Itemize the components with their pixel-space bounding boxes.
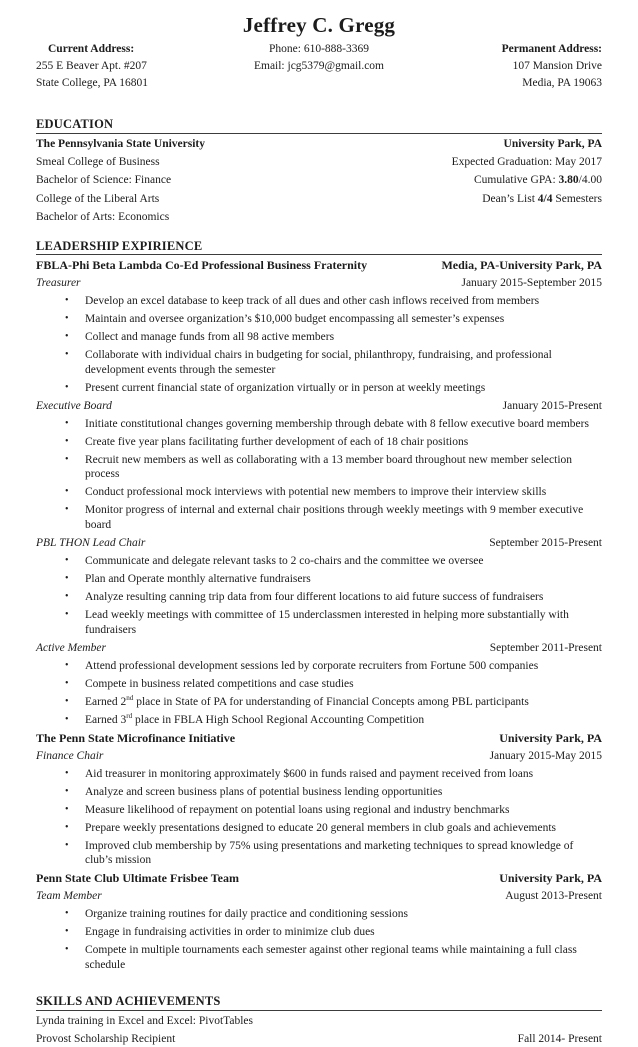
role-dates: September 2015-Present bbox=[489, 536, 602, 549]
permanent-address-line2: Media, PA 19063 bbox=[522, 76, 602, 89]
bullet-icon: • bbox=[65, 504, 69, 516]
role-title: Finance Chair bbox=[36, 749, 104, 762]
skills-heading: SKILLS AND ACHIEVEMENTS bbox=[36, 994, 602, 1011]
list-item: • Collect and manage funds from all 98 active members bbox=[65, 331, 335, 344]
org-row bbox=[36, 731, 602, 746]
org-location: Media, PA-University Park, PA bbox=[441, 258, 602, 273]
bullet-icon: • bbox=[65, 767, 69, 779]
role-row bbox=[36, 889, 602, 904]
org-location: University Park, PA bbox=[499, 730, 602, 745]
permanent-address-block bbox=[392, 41, 602, 91]
list-item: • Earned 3rd place in FBLA High School Regional Accounting Competition bbox=[65, 711, 425, 726]
bullet-icon: • bbox=[65, 435, 69, 447]
org-row bbox=[36, 871, 602, 886]
role-dates: September 2011-Present bbox=[489, 641, 602, 654]
leadership-section bbox=[36, 239, 602, 973]
bullet-icon: • bbox=[65, 609, 69, 621]
list-item: • Analyze resulting canning trip data from four different locations to aid future success of fundraisers bbox=[65, 591, 544, 604]
list-item: • Conduct professional mock interviews with potential new members to improve their interview skills bbox=[65, 486, 547, 499]
role-dates: January 2015-May 2015 bbox=[489, 749, 602, 762]
bullet-icon: • bbox=[65, 785, 69, 797]
bullet-icon: • bbox=[65, 926, 69, 938]
bullet-icon: • bbox=[65, 331, 69, 343]
school-location: University Park, PA bbox=[503, 137, 602, 150]
bullet-list bbox=[36, 907, 602, 972]
bullet-list bbox=[36, 294, 602, 395]
permanent-address-label: Permanent Address: bbox=[501, 43, 602, 56]
bullet-icon: • bbox=[65, 839, 69, 851]
bullet-icon: • bbox=[65, 313, 69, 325]
list-item: • Collaborate with individual chairs in budgeting for social, philanthropy, fundraising, and professional development events through the semester bbox=[65, 349, 552, 376]
current-address-block bbox=[36, 41, 246, 91]
bullet-list bbox=[36, 767, 602, 868]
role-row bbox=[36, 399, 602, 414]
list-item: • Earned 2nd place in State of PA for understanding of Financial Concepts among PBL participants bbox=[65, 693, 529, 708]
list-item: • Compete in multiple tournaments each semester against other regional teams while maintaining a full class schedule bbox=[65, 944, 577, 971]
org-row bbox=[36, 258, 602, 273]
list-item: • Engage in fundraising activities in order to minimize club dues bbox=[65, 926, 375, 939]
education-heading: EDUCATION bbox=[36, 117, 602, 134]
role-row bbox=[36, 536, 602, 551]
role-title: Treasurer bbox=[36, 277, 81, 290]
bullet-list bbox=[36, 659, 602, 728]
bullet-list bbox=[36, 554, 602, 637]
bullet-icon: • bbox=[65, 573, 69, 585]
bullet-icon: • bbox=[65, 659, 69, 671]
role-dates: August 2013-Present bbox=[505, 890, 602, 903]
bullet-icon: • bbox=[65, 349, 69, 361]
role-dates: January 2015-Present bbox=[502, 399, 602, 412]
education-row: Bachelor of Arts: Economics bbox=[36, 210, 170, 223]
skills-row: Lynda training in Excel and Excel: PivotTables bbox=[36, 1014, 254, 1027]
education-section bbox=[36, 117, 602, 224]
role-title: Active Member bbox=[36, 641, 106, 654]
current-address-line1: 255 E Beaver Apt. #207 bbox=[36, 59, 147, 72]
bullet-icon: • bbox=[65, 713, 69, 725]
bullet-icon: • bbox=[65, 381, 69, 393]
current-address-label: Current Address: bbox=[48, 43, 135, 56]
bullet-list bbox=[36, 417, 602, 532]
email-text: Email: jcg5379@gmail.com bbox=[253, 59, 385, 72]
list-item: • Develop an excel database to keep track of all dues and other cash inflows received from members bbox=[65, 295, 540, 308]
list-item: • Attend professional development sessions led by corporate recruiters from Fortune 500 companies bbox=[65, 659, 539, 672]
bullet-icon: • bbox=[65, 486, 69, 498]
education-school-row bbox=[36, 137, 602, 152]
org-name: Penn State Club Ultimate Frisbee Team bbox=[36, 871, 239, 886]
org-name: The Penn State Microfinance Initiative bbox=[36, 730, 236, 745]
phone-text: Phone: 610-888-3369 bbox=[269, 43, 369, 56]
bullet-icon: • bbox=[65, 821, 69, 833]
education-row: Smeal College of Business Expected Graduation: May 2017 bbox=[36, 156, 602, 169]
list-item: • Improved club membership by 75% using presentations and marketing techniques to spread knowledge of club’s mission bbox=[65, 839, 574, 867]
role-title: Executive Board bbox=[36, 399, 112, 412]
list-item: • Lead weekly meetings with committee of 15 underclassmen interested in helping more substantially with fundraisers bbox=[65, 609, 569, 636]
list-item: • Plan and Operate monthly alternative fundraisers bbox=[65, 573, 311, 586]
role-title: PBL THON Lead Chair bbox=[36, 536, 146, 549]
list-item: • Organize training routines for daily practice and conditioning sessions bbox=[65, 908, 408, 921]
current-address-line2: State College, PA 16801 bbox=[36, 76, 149, 89]
bullet-icon: • bbox=[65, 803, 69, 815]
role-dates: January 2015-September 2015 bbox=[461, 277, 602, 290]
list-item: • Measure likelihood of repayment on potential loans using regional and industry benchmarks bbox=[65, 803, 510, 816]
bullet-icon: • bbox=[65, 695, 69, 707]
list-item: • Monitor progress of internal and external chair positions through weekly meetings with 9 member executive board bbox=[65, 504, 584, 531]
school-name: The Pennsylvania State University bbox=[36, 137, 205, 150]
contact-block bbox=[254, 41, 384, 91]
bullet-icon: • bbox=[65, 555, 69, 567]
list-item: • Compete in business related competitions and case studies bbox=[65, 677, 354, 690]
bullet-icon: • bbox=[65, 453, 69, 465]
role-row bbox=[36, 276, 602, 291]
bullet-icon: • bbox=[65, 591, 69, 603]
list-item: • Initiate constitutional changes governing membership through debate with 8 fellow executive board members bbox=[65, 417, 589, 430]
bullet-icon: • bbox=[65, 677, 69, 689]
org-name: FBLA-Phi Beta Lambda Co-Ed Professional Business Fraternity bbox=[36, 258, 368, 273]
header-contact-block bbox=[36, 41, 602, 91]
bullet-icon: • bbox=[65, 908, 69, 920]
education-row: Bachelor of Science: Finance Cumulative GPA: 3.80/4.00 bbox=[36, 174, 602, 187]
bullet-icon: • bbox=[65, 295, 69, 307]
list-item: • Prepare weekly presentations designed to educate 20 general members in club goals and achievements bbox=[65, 821, 557, 834]
leadership-heading: LEADERSHIP EXPIRIENCE bbox=[36, 239, 602, 256]
list-item: • Communicate and delegate relevant tasks to 2 co-chairs and the committee we oversee bbox=[65, 555, 484, 568]
bullet-icon: • bbox=[65, 417, 69, 429]
list-item: • Analyze and screen business plans of potential business lending opportunities bbox=[65, 785, 443, 798]
role-title: Team Member bbox=[36, 890, 102, 903]
skills-section bbox=[36, 994, 602, 1047]
list-item: • Maintain and oversee organization’s $10,000 budget encompassing all semester’s expenses bbox=[65, 313, 505, 326]
list-item: • Present current financial state of organization virtually or in person at weekly meetings bbox=[65, 381, 486, 394]
permanent-address-line1: 107 Mansion Drive bbox=[512, 59, 602, 72]
education-row: College of the Liberal Arts Dean’s List 4/4 Semesters bbox=[36, 192, 602, 205]
page-title: Jeffrey C. Gregg bbox=[242, 13, 396, 37]
role-row bbox=[36, 641, 602, 656]
org-location: University Park, PA bbox=[499, 871, 602, 886]
role-row bbox=[36, 749, 602, 764]
list-item: • Recruit new members as well as collaborating with a 13 member board throughout new member selection process bbox=[65, 453, 573, 481]
skills-row: Provost Scholarship Recipient Fall 2014- Present bbox=[36, 1033, 602, 1046]
list-item: • Aid treasurer in monitoring approximately $600 in funds raised and payment received from loans bbox=[65, 767, 534, 780]
bullet-icon: • bbox=[65, 944, 69, 956]
list-item: • Create five year plans facilitating further development of each of 18 chair positions bbox=[65, 435, 469, 448]
